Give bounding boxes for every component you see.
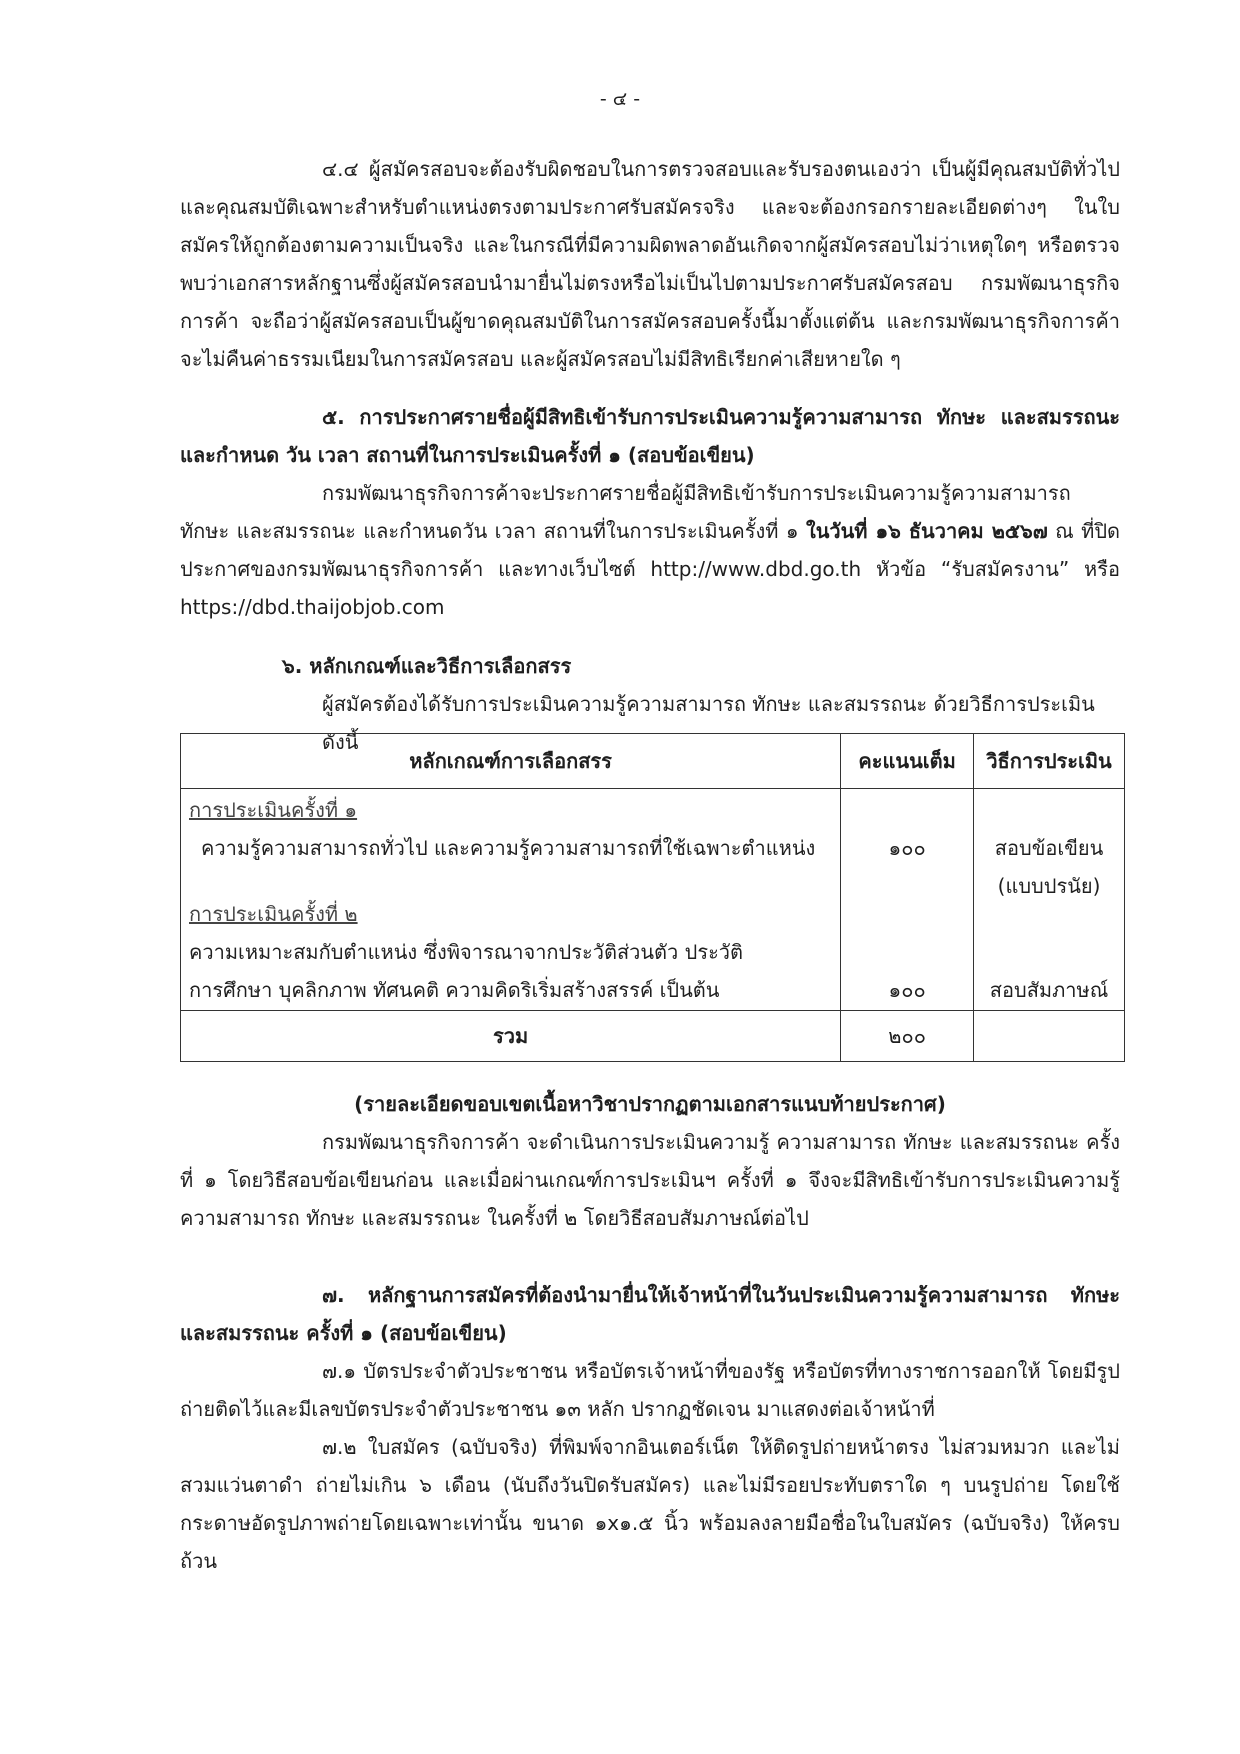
method-cell <box>974 789 1125 1011</box>
round-1-method-type: (แบบปรนัย) <box>997 874 1101 898</box>
section-5-body-text-b: ณ ที่ปิดประกาศของกรมพัฒนาธุรกิจการค้า และทางเว็บไซต์ http://www.dbd.go.th หัวข้อ “รับสมัครงาน” หรือ https://dbd.thaijobjob.com <box>180 519 1120 619</box>
round-2-title: การประเมินครั้งที่ ๒ <box>189 902 358 926</box>
total-method-empty <box>974 1011 1125 1062</box>
total-label: รวม <box>181 1011 841 1062</box>
table-header-row <box>181 734 1125 789</box>
score-cell <box>841 789 974 1011</box>
section-7-item-1: ๗.๑ บัตรประจำตัวประชาชน หรือบัตรเจ้าหน้าที่ของรัฐ หรือบัตรที่ทางราชการออกให้ โดยมีรูปถ่ายติดไว้และมีเลขบัตรประจำตัวประชาชน ๑๓ หลัก ปรากฏชัดเจน มาแสดงต่อเจ้าหน้าที่ <box>180 1359 1120 1421</box>
section-5-body <box>180 474 1120 626</box>
paragraph-4-4: ๔.๔ ผู้สมัครสอบจะต้องรับผิดชอบในการตรวจสอบและรับรองตนเองว่า เป็นผู้มีคุณสมบัติทั่วไป และคุณสมบัติเฉพาะสำหรับตำแหน่งตรงตามประกาศรับสมัครจริง และจะต้องกรอกรายละเอียดต่างๆ ในใบสมัครให้ถูกต้องตามความเป็นจริง และในกรณีที่มีความผิดพลาดอันเกิดจากผู้สมัครสอบไม่ว่าเหตุใดๆ หรือตรวจพบว่าเอกสารหลักฐานซึ่งผู้สมัครสอบนำมายื่นไม่ตรงหรือไม่เป็นไปตามประกาศรับสมัครสอบ กรมพัฒนาธุรกิจการค้า จะถือว่าผู้สมัครสอบเป็นผู้ขาดคุณสมบัติในการสมัครสอบครั้งนี้มาตั้งแต่ต้น และกรมพัฒนาธุรกิจการค้าจะไม่คืนค่าธรรมเนียมในการสมัครสอบ และผู้สมัครสอบไม่มีสิทธิเรียกค่าเสียหายใด ๆ <box>180 157 1120 371</box>
section-5-body-text-a: กรมพัฒนาธุรกิจการค้าจะประกาศรายชื่อผู้มีสิทธิเข้ารับการประเมินความรู้ความสามารถ ทักษะ และสมรรถนะ และกำหนดวัน เวลา สถานที่ในการประเมินครั้งที่ ๑ <box>180 481 1071 543</box>
section-7-item-2: ๗.๒ ใบสมัคร (ฉบับจริง) ที่พิมพ์จากอินเตอร์เน็ต ให้ติดรูปถ่ายหน้าตรง ไม่สวมหมวก และไม่สวมแว่นตาดำ ถ่ายไม่เกิน ๖ เดือน (นับถึงวันปิดรับสมัคร) และไม่มีรอยประทับตราใด ๆ บนรูปถ่าย โดยใช้กระดาษอัดรูปภาพถ่ายโดยเฉพาะเท่านั้น ขนาด ๑x๑.๕ นิ้ว พร้อมลงลายมือชื่อในใบสมัคร (ฉบับจริง) ให้ครบถ้วน <box>180 1435 1120 1573</box>
round-2-score: ๑๐๐ <box>888 978 926 1002</box>
round-1-title: การประเมินครั้งที่ ๑ <box>189 798 358 822</box>
section-6-body: กรมพัฒนาธุรกิจการค้า จะดำเนินการประเมินความรู้ ความสามารถ ทักษะ และสมรรถนะ ครั้งที่ ๑ โดยวิธีสอบข้อเขียนก่อน และเมื่อผ่านเกณฑ์การประเมินฯ ครั้งที่ ๑ จึงจะมีสิทธิเข้ารับการประเมินความรู้ ความสามารถ ทักษะ และสมรรถนะ ในครั้งที่ ๒ โดยวิธีสอบสัมภาษณ์ต่อไป <box>180 1130 1120 1230</box>
table-total-row <box>181 1011 1125 1062</box>
section-7-heading: ๗. หลักฐานการสมัครที่ต้องนำมายื่นให้เจ้าหน้าที่ในวันประเมินความรู้ความสามารถ ทักษะ และสมรรถนะ ครั้งที่ ๑ (สอบข้อเขียน) <box>180 1283 1120 1345</box>
section-6-note: (รายละเอียดขอบเขตเนื้อหาวิชาปรากฏตามเอกสารแนบท้ายประกาศ) <box>354 1092 946 1116</box>
total-score: ๒๐๐ <box>841 1011 974 1062</box>
section-5-date: ในวันที่ ๑๖ ธันวาคม ๒๕๖๗ <box>805 519 1048 543</box>
page-number: - ๔ - <box>599 88 641 110</box>
section-6-intro: ผู้สมัครต้องได้รับการประเมินความรู้ความสามารถ ทักษะ และสมรรถนะ ด้วยวิธีการประเมิน ดังนี้ <box>322 692 1095 754</box>
section-6-heading: ๖. หลักเกณฑ์และวิธีการเลือกสรร <box>282 654 572 678</box>
table-row <box>181 789 1125 1011</box>
round-1-desc: ความรู้ความสามารถทั่วไป และความรู้ความสามารถที่ใช้เฉพาะตำแหน่ง <box>201 836 816 860</box>
criteria-cell <box>181 789 841 1011</box>
round-2-method: สอบสัมภาษณ์ <box>989 978 1109 1002</box>
criteria-table <box>180 733 1125 1062</box>
header-criteria: หลักเกณฑ์การเลือกสรร <box>181 734 841 789</box>
header-score: คะแนนเต็ม <box>841 734 974 789</box>
round-2-desc-line-2: การศึกษา บุคลิกภาพ ทัศนคติ ความคิดริเริ่มสร้างสรรค์ เป็นต้น <box>189 978 720 1002</box>
round-1-score: ๑๐๐ <box>888 836 926 860</box>
round-2-desc-line-1: ความเหมาะสมกับตำแหน่ง ซึ่งพิจารณาจากประวัติส่วนตัว ประวัติ <box>189 940 744 964</box>
round-1-method: สอบข้อเขียน <box>994 836 1104 860</box>
header-method: วิธีการประเมิน <box>974 734 1125 789</box>
section-5-heading: ๕. การประกาศรายชื่อผู้มีสิทธิเข้ารับการประเมินความรู้ความสามารถ ทักษะ และสมรรถนะ และกำหนด วัน เวลา สถานที่ในการประเมินครั้งที่ ๑ (สอบข้อเขียน) <box>180 405 1120 467</box>
